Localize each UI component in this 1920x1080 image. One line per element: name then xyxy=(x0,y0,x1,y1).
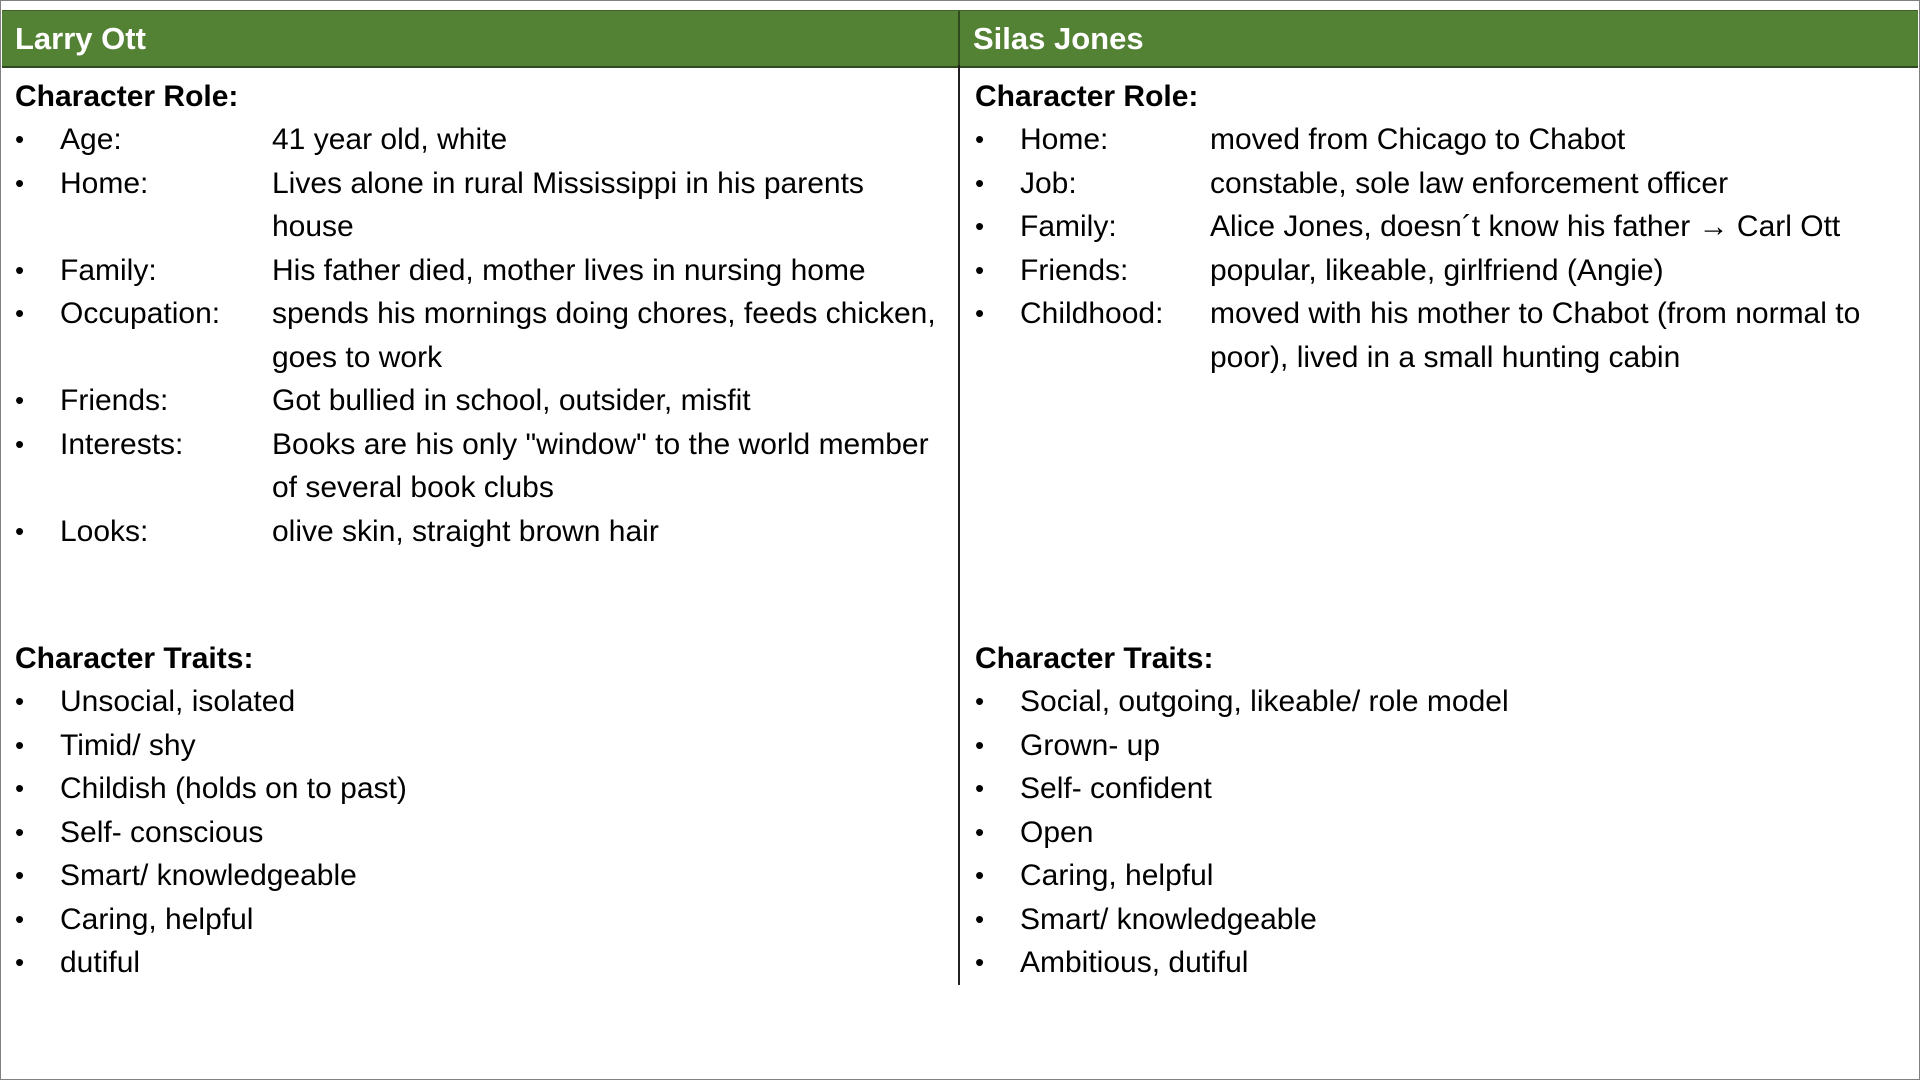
bullet-icon: • xyxy=(15,167,25,198)
role-list-item xyxy=(15,423,945,510)
trait-list-item xyxy=(975,767,1910,811)
trait-list-item xyxy=(15,941,945,985)
trait-text: Ambitious, dutiful xyxy=(1020,946,1249,979)
trait-text: Social, outgoing, likeable/ role model xyxy=(1020,685,1509,718)
bullet-icon: • xyxy=(15,903,25,934)
trait-text: Timid/ shy xyxy=(60,728,196,762)
bullet-icon: • xyxy=(15,515,25,546)
role-list-item xyxy=(15,292,945,379)
trait-list-item xyxy=(975,898,1910,942)
bullet-icon: • xyxy=(975,816,985,847)
bullet-icon: • xyxy=(975,947,985,977)
role-label: Age: xyxy=(60,123,122,156)
trait-text: dutiful xyxy=(60,946,141,979)
bullet-icon: • xyxy=(15,254,25,285)
role-list-item xyxy=(15,162,945,249)
larry-role-title: Character Role: xyxy=(15,80,239,113)
larry-traits-list xyxy=(15,680,945,985)
trait-list-item xyxy=(15,898,945,942)
role-list-item xyxy=(975,205,1910,249)
role-value: 41 year old, white xyxy=(272,123,508,156)
silas-traits-list xyxy=(975,680,1910,985)
larry-role-section xyxy=(15,76,945,553)
larry-role-list xyxy=(15,118,945,553)
role-value: moved with his mother to Chabot (from normal to poor), lived in a small hunting cabin xyxy=(1210,297,1861,374)
bullet-icon: • xyxy=(15,686,25,716)
role-value: Alice Jones, doesn´t know his father → Carl Ott xyxy=(1210,210,1841,243)
role-label: Family: xyxy=(60,253,157,287)
trait-text: Caring, helpful xyxy=(1020,859,1214,892)
role-list-item xyxy=(975,249,1910,293)
role-list-item xyxy=(15,118,945,162)
header-silas-jones: Silas Jones xyxy=(973,20,1144,56)
role-label: Family: xyxy=(1020,210,1117,243)
trait-list-item xyxy=(975,854,1910,898)
role-value: His father died, mother lives in nursing home xyxy=(272,253,866,287)
role-list-item xyxy=(15,510,945,554)
trait-text: Self- confident xyxy=(1020,772,1212,805)
column-divider xyxy=(958,65,960,985)
bullet-icon: • xyxy=(975,298,985,328)
trait-list-item xyxy=(975,680,1910,724)
silas-role-list xyxy=(975,118,1910,379)
role-label: Looks: xyxy=(60,514,149,548)
bullet-icon: • xyxy=(15,947,25,977)
bullet-icon: • xyxy=(975,686,985,716)
role-label: Home: xyxy=(60,166,149,200)
role-label: Interests: xyxy=(60,427,184,461)
role-value: moved from Chicago to Chabot xyxy=(1210,123,1626,156)
role-list-item xyxy=(15,379,945,423)
bullet-icon: • xyxy=(975,773,985,803)
bullet-icon: • xyxy=(975,211,985,241)
bullet-icon: • xyxy=(15,385,25,415)
role-list-item xyxy=(975,118,1910,162)
trait-text: Smart/ knowledgeable xyxy=(60,859,357,892)
trait-list-item xyxy=(15,854,945,898)
trait-list-item xyxy=(975,941,1910,985)
trait-text: Grown- up xyxy=(1020,728,1161,762)
role-label: Friends: xyxy=(60,384,169,417)
bullet-icon: • xyxy=(15,773,25,803)
table-header xyxy=(2,10,1918,68)
trait-list-item xyxy=(15,811,945,855)
bullet-icon: • xyxy=(15,428,25,459)
bullet-icon: • xyxy=(975,124,985,154)
trait-list-item xyxy=(15,724,945,768)
role-label: Occupation: xyxy=(60,297,221,330)
role-list-item xyxy=(975,292,1910,379)
trait-list-item xyxy=(975,724,1910,768)
bullet-icon: • xyxy=(15,124,25,154)
silas-role-title: Character Role: xyxy=(975,80,1199,113)
role-list-item xyxy=(15,249,945,293)
trait-text: Caring, helpful xyxy=(60,902,254,936)
role-label: Job: xyxy=(1020,166,1077,200)
role-value: popular, likeable, girlfriend (Angie) xyxy=(1210,253,1664,287)
bullet-icon: • xyxy=(975,729,985,760)
trait-list-item xyxy=(15,680,945,724)
role-value: constable, sole law enforcement officer xyxy=(1210,166,1729,200)
silas-traits-section xyxy=(975,638,1910,985)
role-label: Childhood: xyxy=(1020,297,1164,330)
header-larry-ott: Larry Ott xyxy=(2,11,960,66)
role-label: Friends: xyxy=(1020,253,1129,287)
bullet-icon: • xyxy=(15,816,25,847)
trait-list-item xyxy=(975,811,1910,855)
silas-role-section xyxy=(975,76,1910,379)
trait-text: Smart/ knowledgeable xyxy=(1020,902,1317,936)
role-list-item xyxy=(975,162,1910,206)
role-value: Books are his only "window" to the world member of several book clubs xyxy=(272,427,929,504)
trait-text: Open xyxy=(1020,815,1094,849)
bullet-icon: • xyxy=(975,860,985,890)
silas-traits-title: Character Traits: xyxy=(975,642,1214,675)
role-value: Got bullied in school, outsider, misfit xyxy=(272,384,751,417)
role-value: spends his mornings doing chores, feeds chicken, goes to work xyxy=(272,297,936,374)
trait-list-item xyxy=(15,767,945,811)
bullet-icon: • xyxy=(15,298,25,328)
bullet-icon: • xyxy=(15,729,25,760)
role-label: Home: xyxy=(1020,123,1109,156)
bullet-icon: • xyxy=(15,860,25,890)
bullet-icon: • xyxy=(975,254,985,285)
trait-text: Unsocial, isolated xyxy=(60,685,296,718)
larry-traits-section xyxy=(15,638,945,985)
role-value: Lives alone in rural Mississippi in his parents house xyxy=(272,166,864,243)
larry-traits-title: Character Traits: xyxy=(15,642,254,675)
role-value: olive skin, straight brown hair xyxy=(272,514,659,548)
bullet-icon: • xyxy=(975,903,985,934)
bullet-icon: • xyxy=(975,167,985,198)
trait-text: Childish (holds on to past) xyxy=(60,772,407,805)
trait-text: Self- conscious xyxy=(60,815,264,849)
